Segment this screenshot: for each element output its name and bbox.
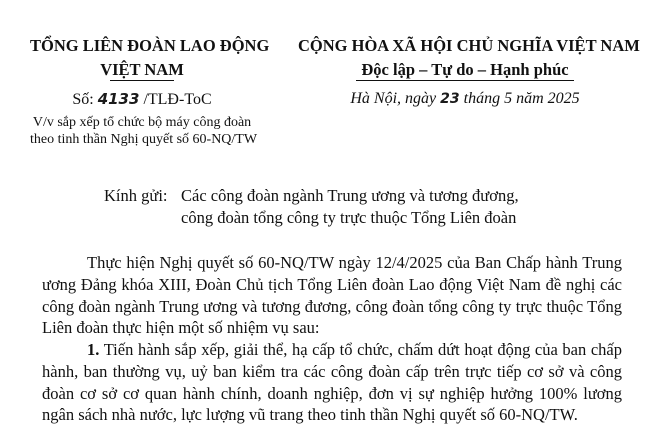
motto-underline — [356, 80, 574, 81]
item-1-text: Tiến hành sắp xếp, giải thể, hạ cấp tổ chức, chấm dứt hoạt động của ban chấp hành, ban thường vụ, uỷ ban kiểm tra các công đoàn cấp trên trực tiếp cơ sở và công đoàn cơ sở cơ quan hành chính, doanh nghiệp, đơn vị sự nghiệp hưởng 100% lương ngân sách nhà nước, lực lượng vũ trang theo tinh thần Nghị quyết số 60-NQ/TW. — [42, 340, 622, 425]
org-line-2: VIỆT NAM — [100, 60, 184, 79]
document-number — [30, 88, 254, 111]
doc-number-handwritten: 4133 — [97, 90, 140, 108]
place-date-prefix: Hà Nội, ngày — [350, 90, 437, 107]
subject-summary — [30, 114, 258, 148]
recipients-list — [181, 185, 519, 229]
recipient-line-2: công đoàn tổng công ty trực thuộc Tổng Liên đoàn — [181, 208, 517, 227]
subject-line-1: V/v sắp xếp tổ chức bộ máy công đoàn — [32, 115, 252, 130]
nation-line-1: CỘNG HÒA XÃ HỘI CHỦ NGHĨA VIỆT NAM — [298, 36, 640, 55]
item-1-paragraph — [42, 339, 622, 426]
place-date — [298, 88, 632, 110]
org-line-1: TỔNG LIÊN ĐOÀN LAO ĐỘNG — [30, 36, 270, 55]
day-handwritten: 23 — [440, 91, 460, 107]
org-underline — [110, 80, 174, 81]
doc-number-suffix: /TLĐ-ToC — [143, 91, 212, 108]
item-1-number: 1. — [87, 340, 100, 359]
recipient-line-1: Các công đoàn ngành Trung ương và tương đương, — [181, 186, 519, 205]
place-date-suffix: tháng 5 năm 2025 — [463, 90, 580, 107]
nation-motto: Độc lập – Tự do – Hạnh phúc — [361, 60, 569, 79]
intro-paragraph: Thực hiện Nghị quyết số 60-NQ/TW ngày 12/4/2025 của Ban Chấp hành Trung ương Đảng khóa XIII, Đoàn Chủ tịch Tổng Liên đoàn Lao động Việt Nam đề nghị các công đoàn ngành Trung ương và tương đương, công đoàn tổng công ty trực thuộc Tổng Liên đoàn thực hiện một số nhiệm vụ sau: — [42, 253, 622, 338]
recipients-label: Kính gửi: — [104, 186, 168, 205]
issuing-organization — [30, 34, 270, 82]
national-header — [298, 34, 640, 82]
subject-line-2: theo tinh thần Nghị quyết số 60-NQ/TW — [30, 132, 258, 147]
doc-number-prefix: Số: — [72, 91, 94, 108]
